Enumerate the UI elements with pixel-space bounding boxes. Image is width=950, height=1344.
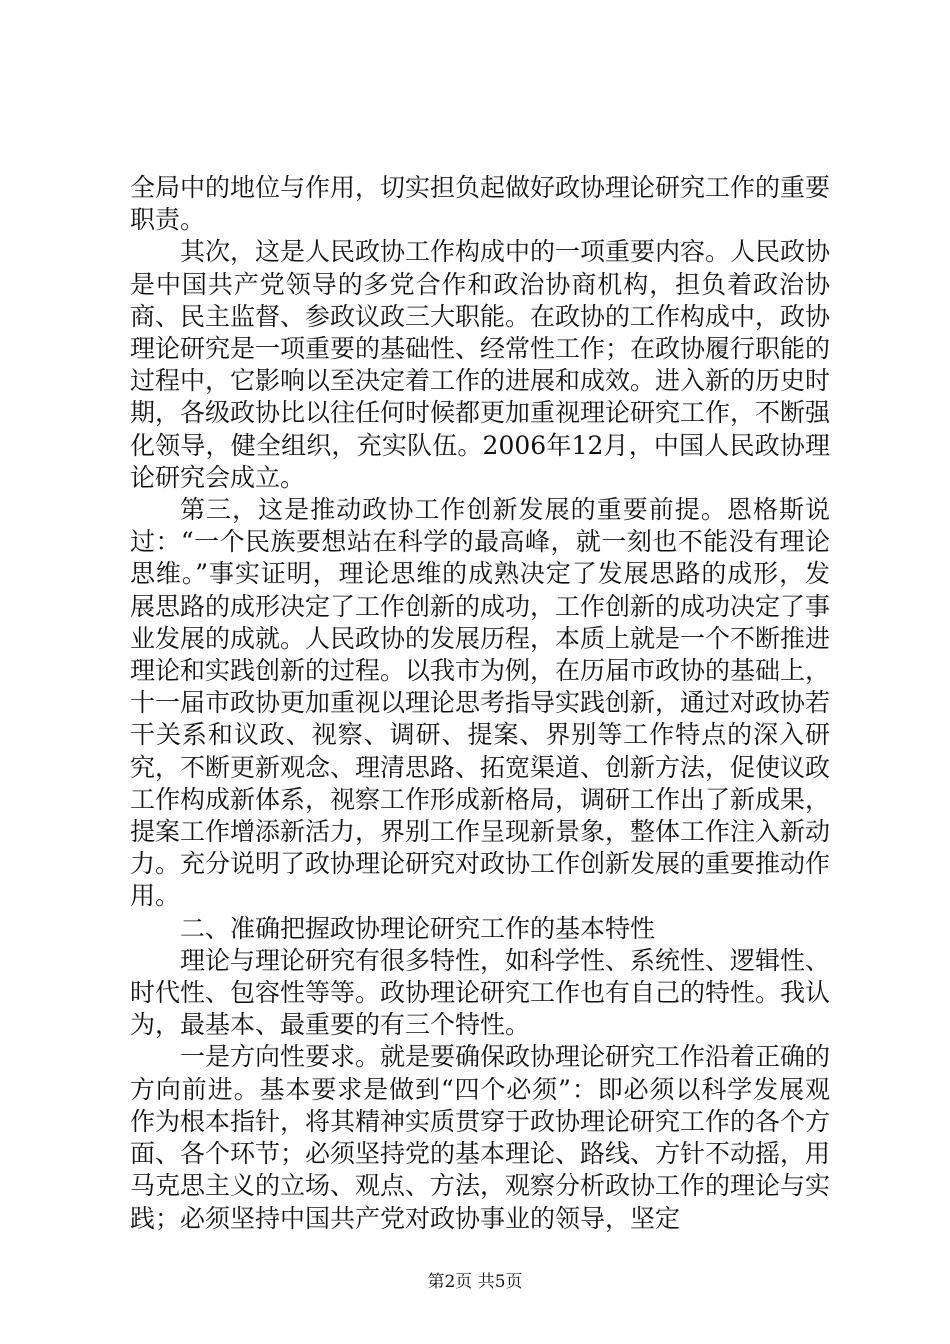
paragraph-continuation: 全局中的地位与作用，切实担负起做好政协理论研究工作的重要职责。: [130, 173, 831, 235]
paragraph-third-point: 第三，这是推动政协工作创新发展的重要前提。恩格斯说过：“一个民族要想站在科学的最高峰，就一刻也不能没有理论思维。”事实证明，理论思维的成熟决定了发展思路的成形，发展思路的成形决定了工作创新的成功，工作创新的成功决定了事业发展的成就。人民政协的发展历程，本质上就是一个不断推进理论和实践创新的过程。以我市为例，在历届市政协的基础上，十一届市政协更加重视以理论思考指导实践创新，通过对政协若干关系和议政、视察、调研、提案、界别等工作特点的深入研究，不断更新观念、理清思路、拓宽渠道、创新方法，促使议政工作构成新体系，视察工作形成新格局，调研工作出了新成果，提案工作增添新活力，界别工作呈现新景象，整体工作注入新动力。充分说明了政协理论研究对政协工作创新发展的重要推动作用。: [130, 495, 831, 911]
document-body: [130, 172, 830, 1235]
paragraph-direction-requirement: 一是方向性要求。就是要确保政协理论研究工作沿着正确的方向前进。基本要求是做到“四个必须”：即必须以科学发展观作为根本指针，将其精神实质贯穿于政协理论研究工作的各个方面、各个环节；必须坚持党的基本理论、路线、方针不动摇，用马克思主义的立场、观点、方法，观察分析政协工作的理论与实践；必须坚持中国共产党对政协事业的领导，坚定: [130, 1042, 831, 1233]
section-heading: 二、准确把握政协理论研究工作的基本特性: [180, 913, 656, 943]
paragraph-characteristics-intro: 理论与理论研究有很多特性，如科学性、系统性、逻辑性、时代性、包容性等等。政协理论研究工作也有自己的特性。我认为，最基本、最重要的有三个特性。: [130, 945, 831, 1040]
paragraph-second-point: 其次，这是人民政协工作构成中的一项重要内容。人民政协是中国共产党领导的多党合作和政治协商机构，担负着政治协商、民主监督、参政议政三大职能。在政协的工作构成中，政协理论研究是一项重要的基础性、经常性工作；在政协履行职能的过程中，它影响以至决定着工作的进展和成效。进入新的历史时期，各级政协比以往任何时候都更加重视理论研究工作，不断强化领导，健全组织，充实队伍。2006年12月，中国人民政协理论研究会成立。: [130, 237, 831, 492]
page-number-footer: 第2页 共5页: [427, 1272, 523, 1292]
